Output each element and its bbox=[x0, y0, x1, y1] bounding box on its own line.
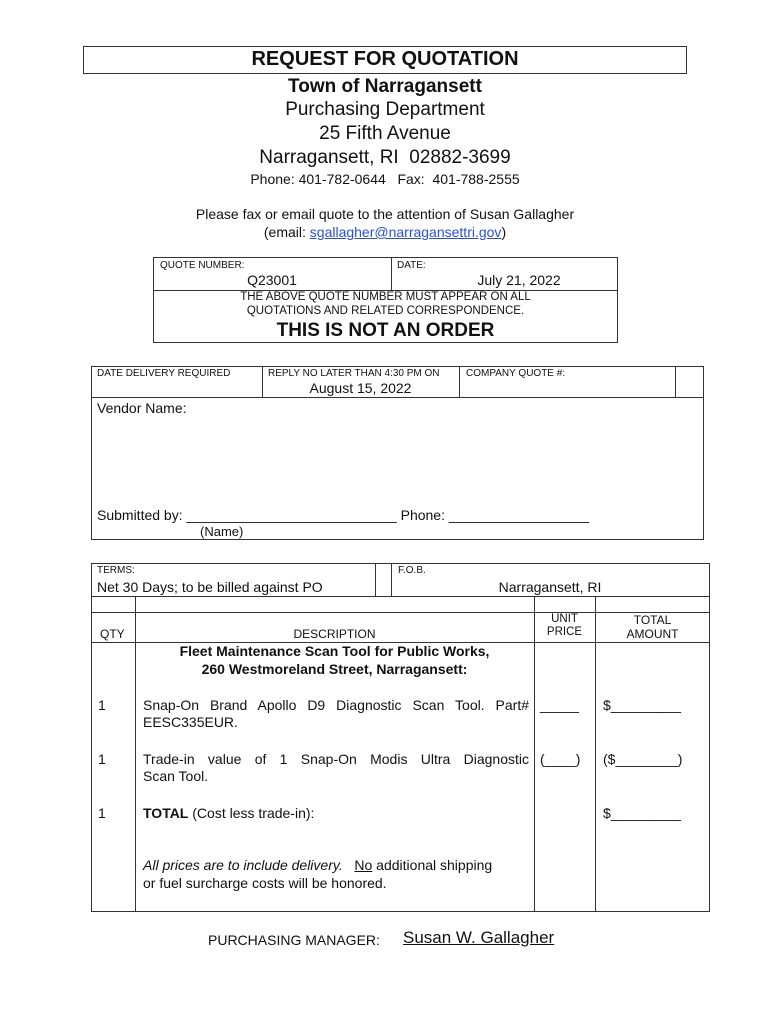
top-row-line-2 bbox=[534, 597, 535, 612]
row2-qty: 1 bbox=[98, 751, 106, 767]
instruction-text: Please fax or email quote to the attention of Susan Gallagher bbox=[195, 206, 575, 222]
items-heading-1: Fleet Maintenance Scan Tool for Public Works, bbox=[179, 643, 490, 659]
row3-total: $_________ bbox=[603, 805, 681, 821]
row3-desc-rest: (Cost less trade-in): bbox=[188, 805, 315, 821]
town-name: Town of Narragansett bbox=[288, 76, 482, 97]
quote-number-label: QUOTE NUMBER: bbox=[160, 260, 245, 271]
email-line bbox=[83, 224, 687, 240]
reply-date: August 15, 2022 bbox=[309, 380, 412, 396]
vendor-divider-2 bbox=[459, 366, 460, 397]
footnote-no: No bbox=[354, 857, 373, 873]
delivery-required-label: DATE DELIVERY REQUIRED bbox=[97, 368, 231, 379]
terms-label: TERMS: bbox=[97, 565, 135, 576]
company-quote-label: COMPANY QUOTE #: bbox=[466, 368, 566, 379]
not-an-order: THIS IS NOT AN ORDER bbox=[276, 320, 495, 341]
row3-qty: 1 bbox=[98, 805, 106, 821]
email-prefix: (email: bbox=[263, 224, 310, 240]
reply-label: REPLY NO LATER THAN 4:30 PM ON bbox=[268, 368, 440, 379]
total-header-2: AMOUNT bbox=[626, 627, 679, 641]
terms-divider bbox=[375, 563, 376, 596]
row1-qty: 1 bbox=[98, 697, 106, 713]
terms-rule bbox=[91, 596, 710, 597]
row2-desc-2: Scan Tool. bbox=[143, 768, 209, 784]
fob-label: F.O.B. bbox=[398, 565, 426, 576]
quote-date: July 21, 2022 bbox=[477, 272, 561, 288]
description-header: DESCRIPTION bbox=[293, 627, 376, 641]
phone-fax: Phone: 401-782-0644 Fax: 401-788-2555 bbox=[250, 171, 520, 187]
desc-col-line bbox=[534, 612, 535, 912]
row1-total: $_________ bbox=[603, 697, 681, 713]
street-address: 25 Fifth Avenue bbox=[319, 123, 451, 144]
top-row-line bbox=[135, 597, 136, 612]
row1-unit: _____ bbox=[540, 697, 579, 713]
email-link[interactable]: sgallagher@narragansettri.gov bbox=[309, 224, 502, 240]
row2-unit: (____) bbox=[540, 751, 581, 767]
vendor-header-rule bbox=[91, 397, 704, 398]
row1-desc-2: EESC335EUR. bbox=[143, 714, 238, 730]
city-address: Narragansett, RI 02882-3699 bbox=[259, 147, 511, 168]
items-heading-2: 260 Westmoreland Street, Narragansett: bbox=[201, 661, 468, 677]
footnote-line-1 bbox=[143, 857, 492, 873]
fob-value: Narragansett, RI bbox=[498, 579, 602, 595]
qty-header: QTY bbox=[100, 627, 125, 641]
date-label: DATE: bbox=[397, 260, 426, 271]
row3-desc-bold: TOTAL bbox=[143, 805, 189, 821]
submitted-by-line: Submitted by: ___________________________ Phone: __________________ bbox=[97, 507, 590, 523]
row3-desc bbox=[143, 805, 314, 821]
notice-line-2: QUOTATIONS AND RELATED CORRESPONDENCE. bbox=[246, 305, 525, 317]
purchasing-manager-label: PURCHASING MANAGER: bbox=[208, 932, 380, 948]
unit-price-header-2: PRICE bbox=[546, 626, 583, 638]
unit-price-header-1: UNIT bbox=[551, 613, 578, 625]
total-header-1: TOTAL bbox=[633, 613, 672, 627]
notice-line-1: THE ABOVE QUOTE NUMBER MUST APPEAR ON ALL bbox=[240, 291, 531, 303]
footnote-line-2: or fuel surcharge costs will be honored. bbox=[143, 875, 387, 891]
department-name: Purchasing Department bbox=[285, 99, 485, 120]
fob-divider bbox=[391, 563, 392, 596]
terms-value: Net 30 Days; to be billed against PO bbox=[97, 579, 323, 595]
row2-total: ($________) bbox=[603, 751, 683, 767]
row1-desc-1: Snap-On Brand Apollo D9 Diagnostic Scan Tool. Part# bbox=[143, 697, 529, 713]
top-row-line-3 bbox=[595, 597, 596, 612]
email-suffix: ) bbox=[501, 224, 507, 240]
unit-col-line bbox=[595, 612, 596, 912]
page-title: REQUEST FOR QUOTATION bbox=[251, 48, 519, 70]
quote-box-divider bbox=[391, 257, 392, 290]
footnote-italic: All prices are to include delivery. bbox=[143, 857, 343, 873]
name-caption: (Name) bbox=[200, 524, 244, 539]
vendor-name-label: Vendor Name: bbox=[97, 400, 187, 416]
row2-desc-1: Trade-in value of 1 Snap-On Modis Ultra Diagnostic bbox=[143, 751, 529, 767]
footnote-rest: additional shipping bbox=[372, 857, 493, 873]
purchasing-manager-name: Susan W. Gallagher bbox=[403, 928, 555, 947]
vendor-divider-3 bbox=[675, 366, 676, 397]
quote-number: Q23001 bbox=[247, 272, 297, 288]
